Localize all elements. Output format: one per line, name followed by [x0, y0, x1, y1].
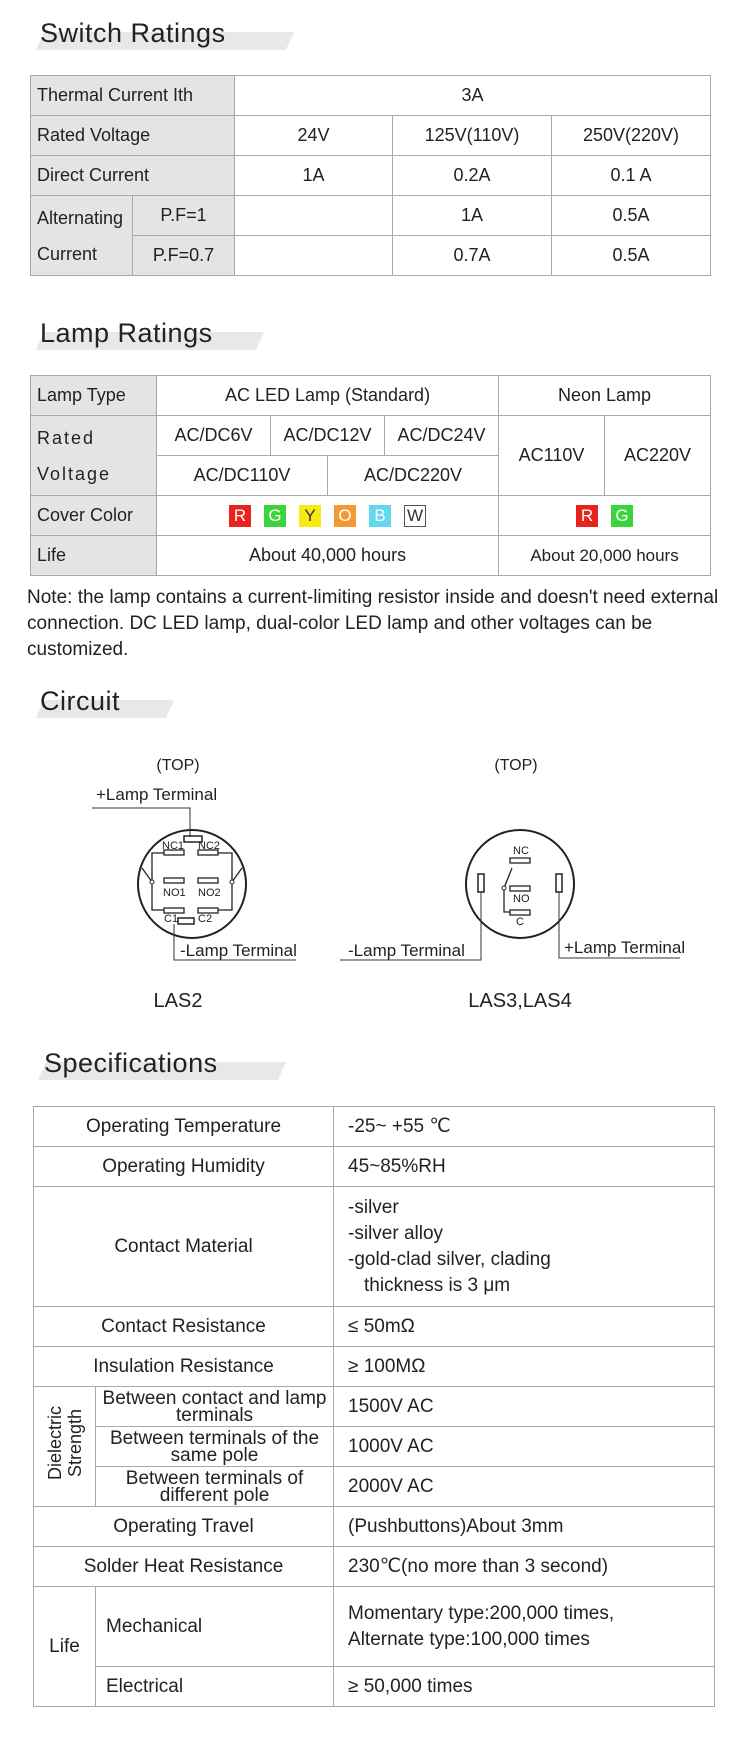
dielectric-row-label: Between terminals of the same pole	[96, 1427, 334, 1467]
neon-life-value: About 20,000 hours	[499, 536, 711, 576]
las34-pin-no	[510, 886, 530, 891]
life-label: Life	[31, 536, 157, 576]
thermal-current-label: Thermal Current Ith	[31, 76, 235, 116]
contact-material-line: -silver alloy	[348, 1222, 444, 1244]
color-swatch-yellow: Y	[299, 505, 321, 527]
led-voltage-cell: AC/DC24V	[385, 416, 499, 456]
las2-pin-nc1-label: NC1	[162, 840, 185, 852]
led-voltage-cell: AC/DC220V	[328, 456, 499, 496]
las2-pin-nc2-label: NC2	[198, 840, 221, 852]
contact-material-line: -silver	[348, 1196, 399, 1218]
voltage-cell: 250V(220V)	[552, 116, 711, 156]
electrical-label: Electrical	[96, 1667, 334, 1707]
specifications-heading: Specifications	[44, 1048, 218, 1078]
switch-ratings-heading: Switch Ratings	[40, 18, 226, 48]
cover-color-label: Cover Color	[31, 496, 157, 536]
pf07-cell: 0.7A	[393, 236, 552, 276]
contact-resistance-label: Contact Resistance	[34, 1307, 334, 1347]
led-voltage-cell: AC/DC6V	[157, 416, 271, 456]
mechanical-line: Momentary type:200,000 times,	[348, 1602, 615, 1624]
las2-pin-no1	[164, 878, 184, 883]
las34-lamp-pin-left	[478, 874, 484, 892]
las34-minus-terminal-label: -Lamp Terminal	[348, 941, 465, 960]
humidity-label: Operating Humidity	[34, 1147, 334, 1187]
dc-cell: 1A	[235, 156, 393, 196]
las34-pin-nc-label: NC	[513, 845, 529, 857]
color-swatch-red: R	[229, 505, 251, 527]
ac-label-line: Alternating	[37, 207, 124, 228]
mechanical-line: Alternate type:100,000 times	[348, 1628, 590, 1650]
specifications-table	[33, 1106, 715, 1707]
las34-caption: LAS3,LAS4	[468, 990, 572, 1012]
las2-pin-c1-label: C1	[164, 913, 179, 925]
neon-voltage-cell: AC220V	[605, 416, 711, 496]
las2-body-circle	[138, 830, 246, 938]
rated-label-line: Rated	[37, 427, 96, 448]
ac-label-line: Current	[37, 243, 98, 264]
led-voltage-cell: AC/DC110V	[157, 456, 328, 496]
neon-lamp-type: Neon Lamp	[499, 376, 711, 416]
dielectric-row-value: 1000V AC	[334, 1427, 715, 1467]
rated-voltage-label	[31, 416, 157, 496]
las2-switch-left-node	[150, 880, 154, 884]
voltage-cell: 24V	[235, 116, 393, 156]
las2-pin-no2	[198, 878, 218, 883]
las34-pin-c	[510, 910, 530, 915]
thermal-current-value: 3A	[235, 76, 711, 116]
contact-material-line: thickness is 3 μm	[364, 1274, 511, 1296]
color-swatch-orange: O	[334, 505, 356, 527]
insulation-resistance-label: Insulation Resistance	[34, 1347, 334, 1387]
color-swatch-green: G	[264, 505, 286, 527]
pf07-cell	[235, 236, 393, 276]
led-cover-colors	[157, 496, 499, 536]
dielectric-row-value: 2000V AC	[334, 1467, 715, 1507]
las2-plus-terminal-label: +Lamp Terminal	[96, 785, 218, 804]
solder-heat-value: 230℃(no more than 3 second)	[334, 1547, 715, 1587]
direct-current-label: Direct Current	[31, 156, 235, 196]
las2-minus-terminal-label: -Lamp Terminal	[180, 941, 297, 960]
contact-material-value	[334, 1187, 715, 1307]
voltage-cell: 125V(110V)	[393, 116, 552, 156]
las34-pin-c-label: C	[516, 916, 524, 928]
contact-resistance-value: ≤ 50mΩ	[334, 1307, 715, 1347]
las2-pin-no1-label: NO1	[163, 887, 186, 899]
pf1-label: P.F=1	[133, 196, 235, 236]
led-lamp-type: AC LED Lamp (Standard)	[157, 376, 499, 416]
op-temp-value: -25~ +55 ℃	[334, 1107, 715, 1147]
operating-travel-value: (Pushbuttons)About 3mm	[334, 1507, 715, 1547]
switch-ratings-table	[30, 75, 711, 276]
op-temp-label: Operating Temperature	[34, 1107, 334, 1147]
las2-switch-left	[142, 868, 152, 882]
alternating-current-label	[31, 196, 133, 276]
dc-cell: 0.1 A	[552, 156, 711, 196]
pf1-cell	[235, 196, 393, 236]
lamp-ratings-heading: Lamp Ratings	[40, 318, 213, 348]
color-swatch-white: W	[404, 505, 426, 527]
circuit-heading: Circuit	[40, 686, 121, 716]
contact-material-line: -gold-clad silver, clading	[348, 1248, 551, 1270]
color-swatch-green: G	[611, 505, 633, 527]
dielectric-row-value: 1500V AC	[334, 1387, 715, 1427]
las34-plus-terminal-label: +Lamp Terminal	[564, 938, 686, 957]
las34-switch-node	[502, 886, 506, 890]
las2-switch-right	[232, 868, 242, 882]
color-swatch-red: R	[576, 505, 598, 527]
dielectric-label-text: Dielectric Strength	[44, 1406, 85, 1481]
lamp-ratings-table	[30, 375, 711, 576]
las34-pin-no-label: NO	[513, 893, 530, 905]
humidity-value: 45~85%RH	[334, 1147, 715, 1187]
dielectric-row-label: Between terminals of different pole	[96, 1467, 334, 1507]
color-swatch-blue: B	[369, 505, 391, 527]
contact-material-label: Contact Material	[34, 1187, 334, 1307]
rated-voltage-label: Rated Voltage	[31, 116, 235, 156]
operating-travel-label: Operating Travel	[34, 1507, 334, 1547]
las34-diagram	[348, 750, 710, 1012]
dielectric-strength-label	[34, 1387, 96, 1507]
las34-switch-lever	[504, 868, 512, 888]
dielectric-row-label: Between contact and lamp terminals	[96, 1387, 334, 1427]
pf07-label: P.F=0.7	[133, 236, 235, 276]
las2-caption: LAS2	[153, 990, 203, 1012]
pf1-cell: 1A	[393, 196, 552, 236]
pf1-cell: 0.5A	[552, 196, 711, 236]
mechanical-value	[334, 1587, 715, 1667]
solder-heat-label: Solder Heat Resistance	[34, 1547, 334, 1587]
las2-diagram	[60, 750, 390, 1010]
led-voltage-cell: AC/DC12V	[271, 416, 385, 456]
led-life-value: About 40,000 hours	[157, 536, 499, 576]
lamp-note: Note: the lamp contains a current-limiting resistor inside and doesn't need external connection. DC LED lamp, dual-color LED lamp and other voltages can be customized.	[27, 587, 719, 660]
las2-pin-no2-label: NO2	[198, 887, 221, 899]
neon-cover-colors	[499, 496, 711, 536]
mechanical-label: Mechanical	[96, 1587, 334, 1667]
las2-switch-right-node	[230, 880, 234, 884]
dc-cell: 0.2A	[393, 156, 552, 196]
las2-top-label: (TOP)	[156, 757, 200, 774]
las34-lamp-pin-right	[556, 874, 562, 892]
rated-label-line: Voltage	[37, 463, 112, 484]
insulation-resistance-value: ≥ 100MΩ	[334, 1347, 715, 1387]
las2-lamp-pin-bottom	[178, 918, 194, 924]
life-label: Life	[34, 1587, 96, 1707]
lamp-type-label: Lamp Type	[31, 376, 157, 416]
electrical-value: ≥ 50,000 times	[334, 1667, 715, 1707]
las34-switch-wire	[504, 888, 510, 912]
las34-pin-nc	[510, 858, 530, 863]
las34-top-label: (TOP)	[494, 757, 538, 774]
las2-pin-c2-label: C2	[198, 913, 213, 925]
neon-voltage-cell: AC110V	[499, 416, 605, 496]
pf07-cell: 0.5A	[552, 236, 711, 276]
